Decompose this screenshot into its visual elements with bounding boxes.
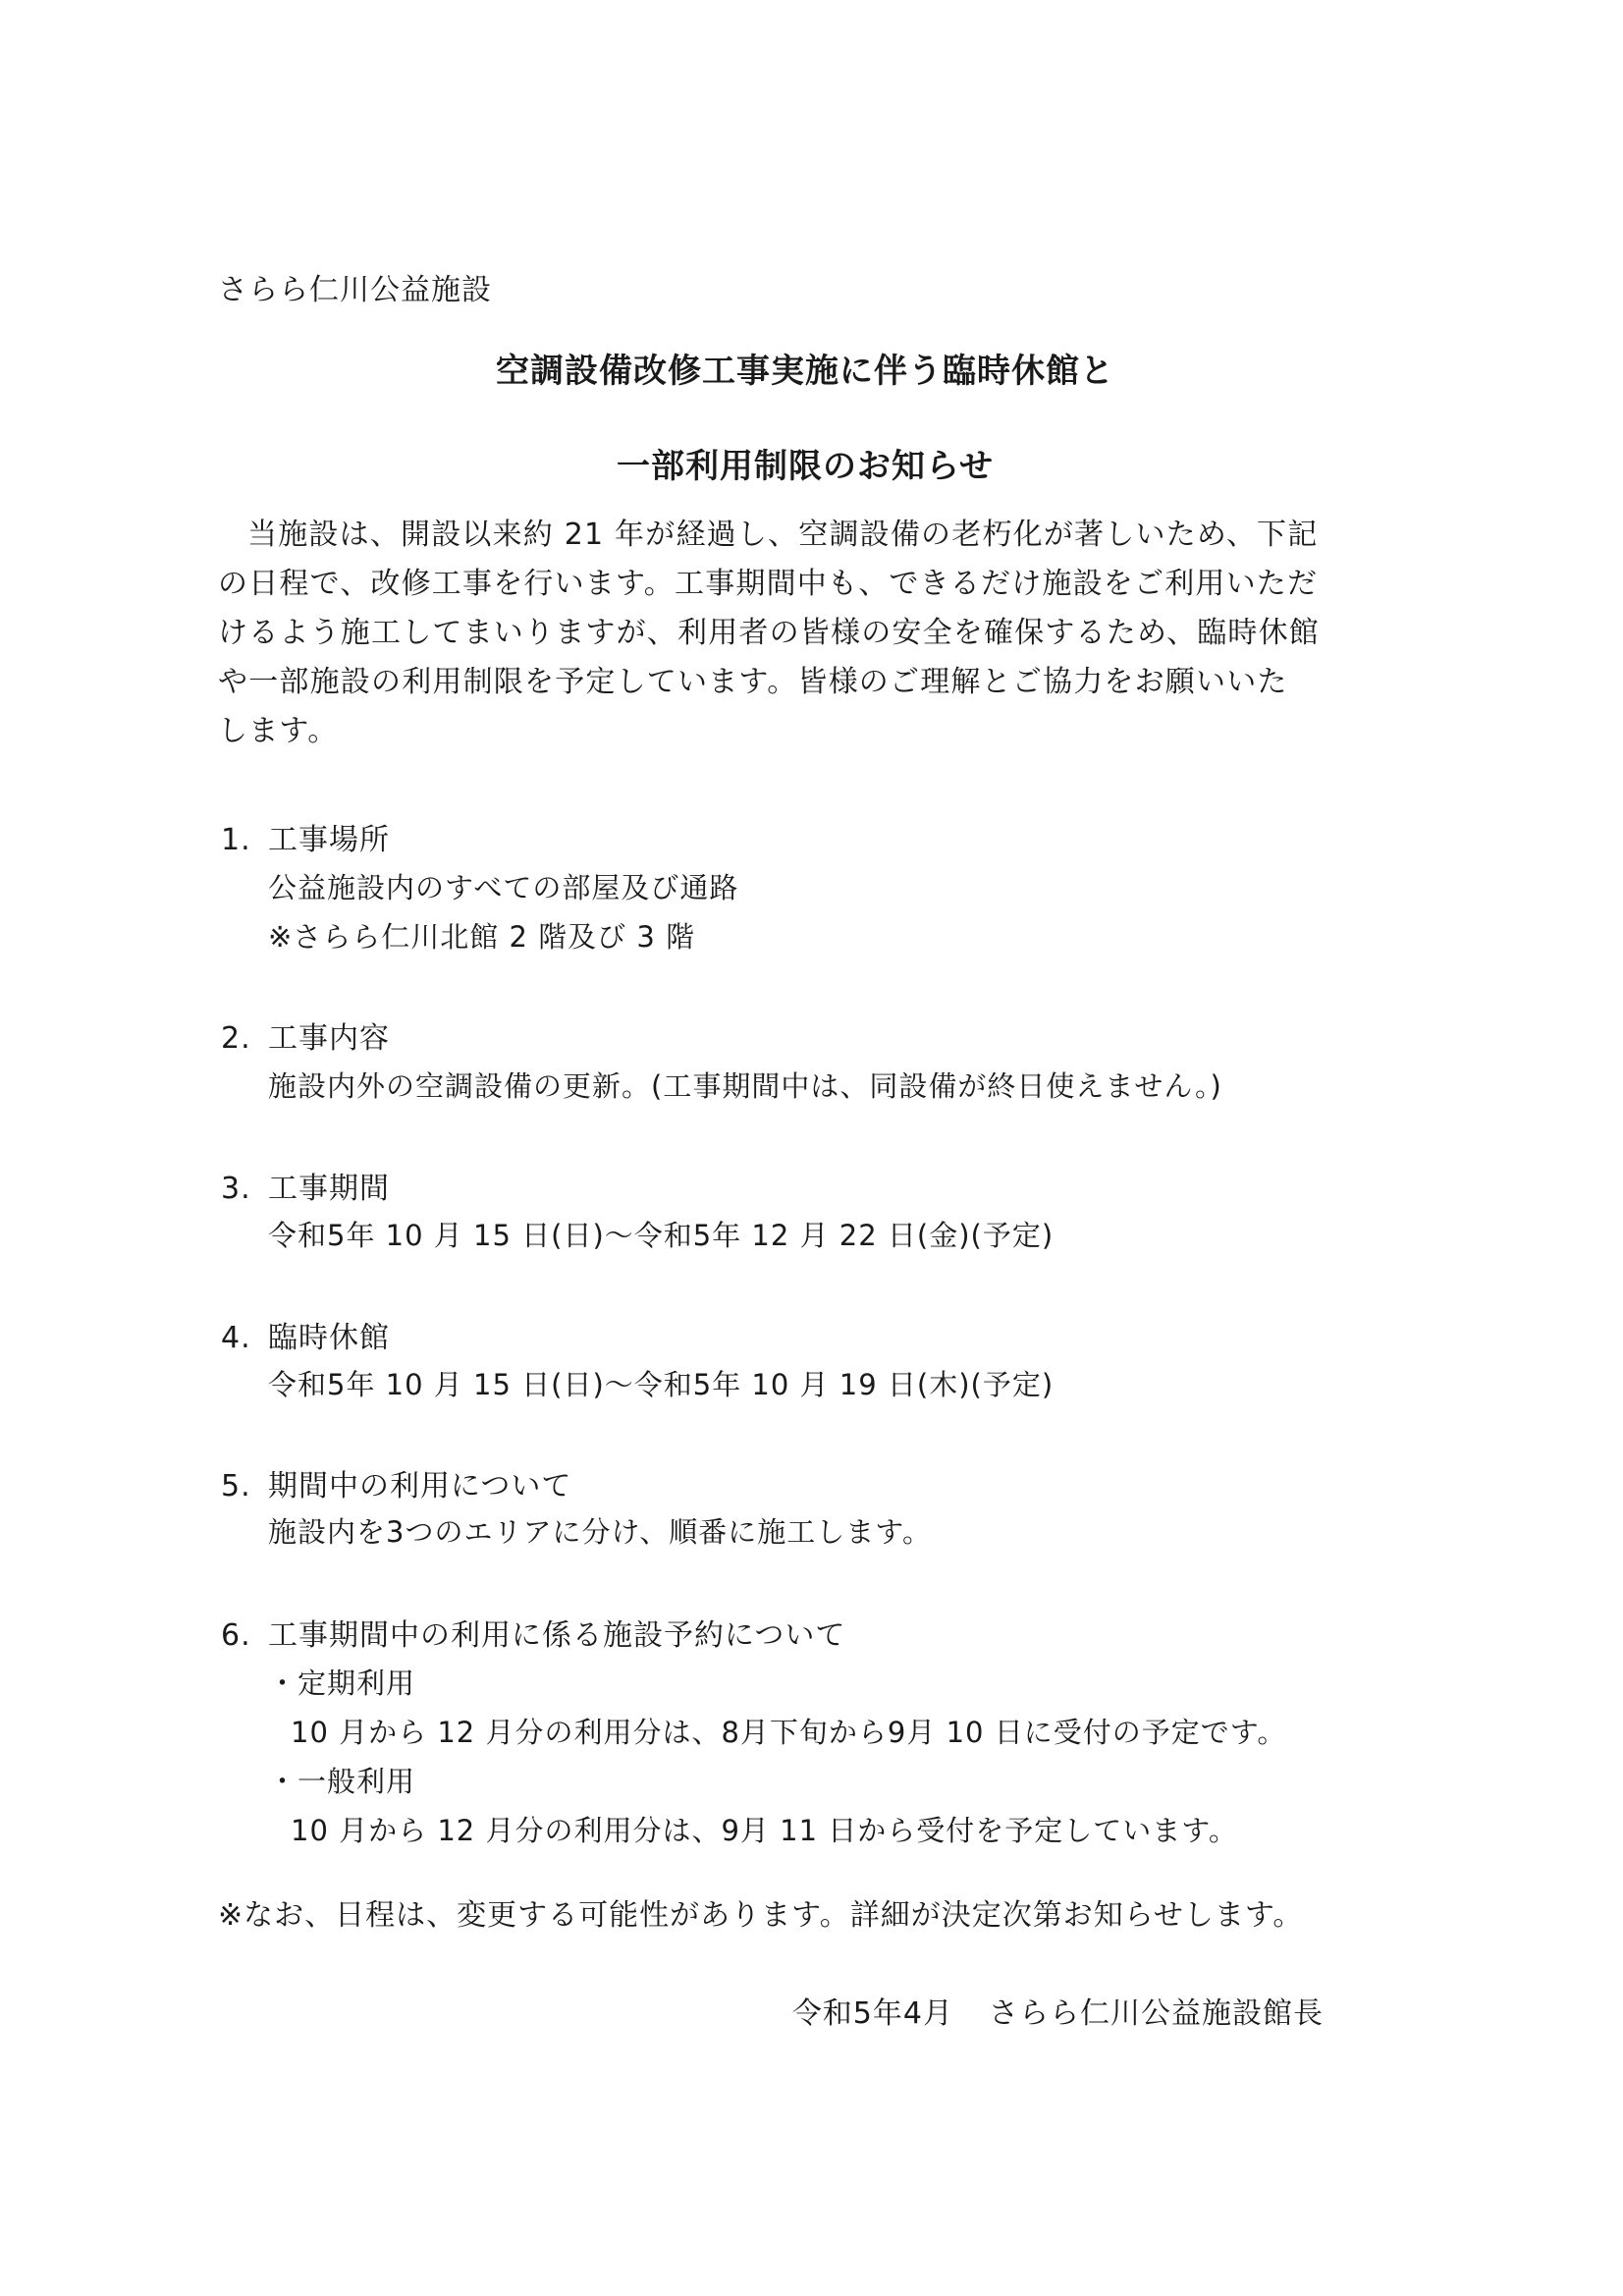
section-6-line: 10 月から 12 月分の利用分は、9月 11 日から受付を予定しています。 bbox=[291, 1814, 1238, 1847]
section-6-subhead-general: ・一般利用 bbox=[268, 1765, 416, 1798]
section-2-line: 施設内外の空調設備の更新。(工事期間中は、同設備が終日使えません。) bbox=[268, 1069, 1222, 1103]
intro-line: けるよう施工してまいりますが、利用者の皆様の安全を確保するため、臨時休館 bbox=[218, 616, 1320, 650]
section-6-heading bbox=[221, 1611, 845, 1654]
intro-line: します。 bbox=[218, 714, 339, 748]
section-title: 工事場所 bbox=[268, 823, 390, 857]
section-6-subhead-regular: ・定期利用 bbox=[268, 1667, 416, 1700]
section-4-heading bbox=[221, 1313, 390, 1356]
section-1-heading bbox=[221, 815, 390, 858]
notice-footnote: ※なお、日程は、変更する可能性があります。詳細が決定次第お知らせします。 bbox=[218, 1898, 1304, 1933]
section-title: 期間中の利用について bbox=[268, 1469, 572, 1503]
section-number: 1. bbox=[221, 823, 251, 857]
intro-line: や一部施設の利用制限を予定しています。皆様のご理解とご協力をお願いいた bbox=[218, 665, 1288, 699]
section-number: 6. bbox=[221, 1618, 251, 1653]
section-3-line: 令和5年 10 月 15 日(日)～令和5年 12 月 22 日(金)(予定) bbox=[268, 1219, 1055, 1252]
section-number: 5. bbox=[221, 1469, 251, 1503]
title-line-1: 空調設備改修工事実施に伴う臨時休館と bbox=[496, 352, 1114, 391]
signature bbox=[792, 1989, 1324, 2032]
section-number: 3. bbox=[221, 1172, 251, 1206]
section-number: 2. bbox=[221, 1021, 251, 1056]
section-title: 臨時休館 bbox=[268, 1321, 390, 1355]
section-3-heading bbox=[221, 1164, 390, 1207]
section-5-heading bbox=[221, 1461, 571, 1504]
signature-date: 令和5年4月 bbox=[791, 1996, 953, 2031]
section-number: 4. bbox=[221, 1321, 251, 1355]
intro-line: 当施設は、開設以来約 21 年が経過し、空調設備の老朽化が著しいため、下記 bbox=[247, 518, 1319, 552]
section-1-line: 公益施設内のすべての部屋及び通路 bbox=[268, 871, 739, 904]
section-2-heading bbox=[221, 1013, 390, 1057]
section-title: 工事期間 bbox=[268, 1172, 390, 1206]
section-title: 工事期間中の利用に係る施設予約について bbox=[268, 1618, 846, 1653]
intro-paragraph bbox=[218, 511, 1386, 756]
section-6-line: 10 月から 12 月分の利用分は、8月下旬から9月 10 日に受付の予定です。 bbox=[291, 1716, 1287, 1749]
signature-author: さらら仁川公益施設館長 bbox=[989, 1996, 1324, 2031]
section-5-line: 施設内を3つのエリアに分け、順番に施工します。 bbox=[268, 1515, 932, 1549]
section-title: 工事内容 bbox=[268, 1021, 390, 1056]
title-line-2: 一部利用制限のお知らせ bbox=[617, 447, 994, 486]
section-4-line: 令和5年 10 月 15 日(日)～令和5年 10 月 19 日(木)(予定) bbox=[268, 1368, 1055, 1401]
intro-line: の日程で、改修工事を行います。工事期間中も、できるだけ施設をご利用いただ bbox=[218, 567, 1319, 601]
organization-name: さらら仁川公益施設 bbox=[218, 273, 492, 307]
section-1-line: ※さらら仁川北館 2 階及び 3 階 bbox=[268, 920, 696, 954]
